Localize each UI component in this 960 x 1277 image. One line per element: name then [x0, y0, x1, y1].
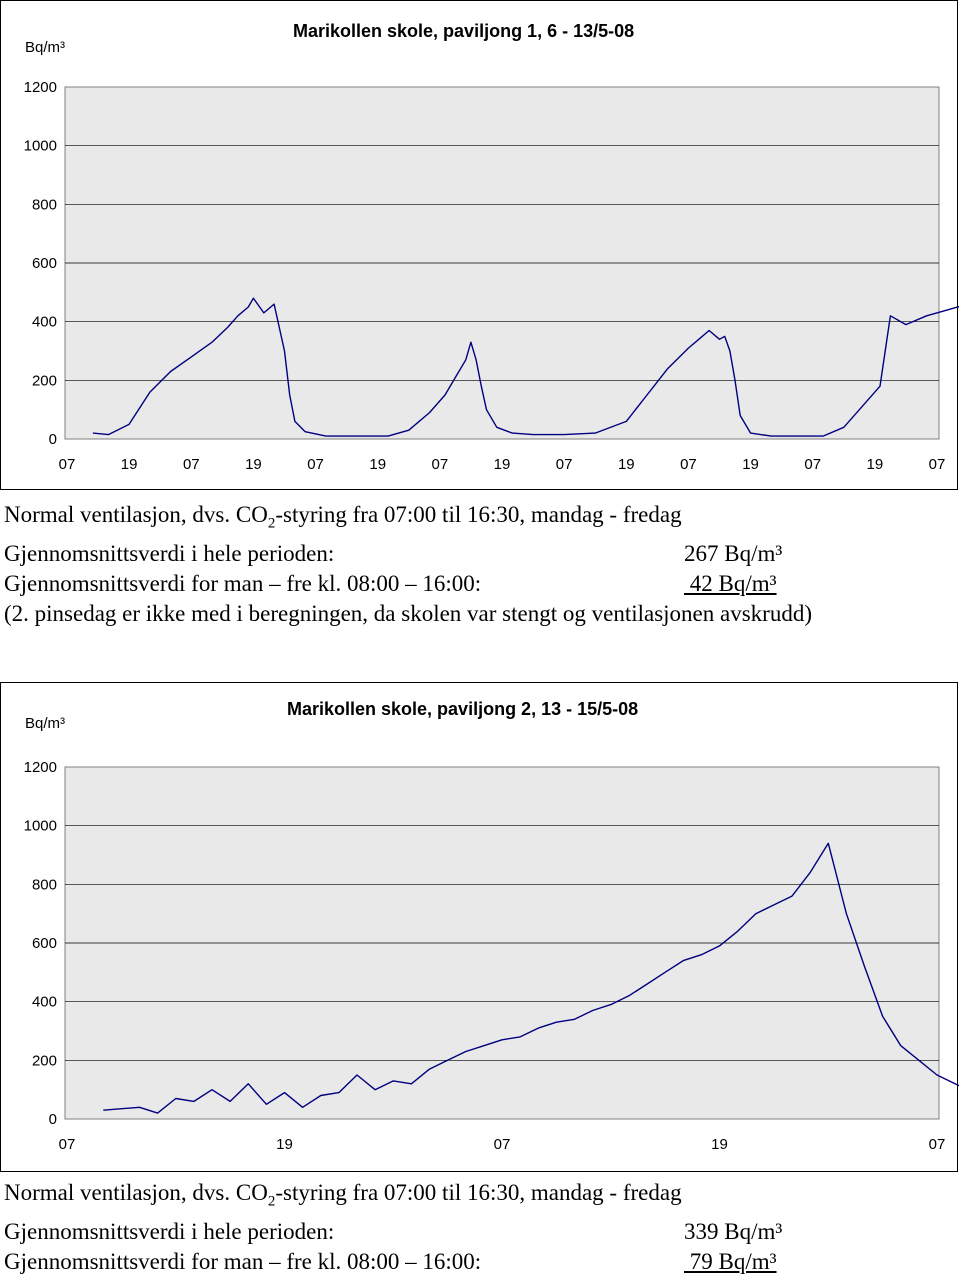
note-average-total: [4, 539, 954, 569]
note-average-workhours-label: Gjennomsnittsverdi for man – fre kl. 08:00 – 16:00:: [4, 1248, 482, 1274]
note-average-total: [4, 1217, 954, 1247]
y-tick-label: 1000: [23, 817, 57, 835]
x-tick-label: 19: [276, 1136, 293, 1153]
note-average-total-value: 267 Bq/m³: [684, 540, 783, 566]
notes-paviljong-1: [4, 500, 954, 629]
note-ventilation: [4, 500, 954, 539]
x-tick-label: 19: [742, 456, 759, 473]
y-tick-label: 1200: [23, 759, 57, 776]
note-ventilation: [4, 1178, 954, 1217]
x-tick-label: 07: [307, 456, 324, 473]
x-tick-label: 19: [245, 456, 262, 473]
x-tick-label: 19: [369, 456, 387, 473]
x-tick-label: 07: [58, 456, 76, 473]
note-ventilation-sub: 2: [267, 515, 276, 532]
chart-title: Marikollen skole, paviljong 2, 13 - 15/5-08: [287, 699, 639, 719]
x-tick-label: 07: [58, 1136, 76, 1153]
note-average-total-value: 339 Bq/m³: [684, 1218, 783, 1244]
y-tick-label: 200: [31, 372, 57, 390]
x-tick-label: 07: [680, 456, 697, 473]
chart-paviljong-2: [0, 682, 958, 1172]
note-ventilation-post: -styring fra 07:00 til 16:30, mandag - fredag: [275, 1180, 682, 1205]
x-tick-label: 19: [617, 456, 635, 473]
chart-paviljong-1: [0, 0, 958, 490]
x-tick-label: 19: [120, 456, 138, 473]
note-ventilation-pre: Normal ventilasjon, dvs. CO: [4, 1180, 268, 1205]
y-axis-unit: Bq/m³: [25, 715, 66, 732]
note-ventilation-pre: Normal ventilasjon, dvs. CO: [4, 502, 268, 527]
x-tick-label: 07: [555, 456, 573, 473]
y-tick-label: 400: [31, 313, 57, 331]
y-tick-label: 800: [31, 196, 57, 214]
x-tick-label: 07: [431, 456, 449, 473]
note-ventilation-sub: 2: [267, 1193, 276, 1210]
chart-plot-area: [1, 683, 959, 1173]
x-tick-label: 07: [493, 1136, 511, 1153]
x-tick-label: 19: [711, 1136, 728, 1153]
x-tick-label: 19: [866, 456, 884, 473]
note-average-workhours-value: 42 Bq/m³: [684, 570, 777, 596]
y-tick-label: 1000: [23, 137, 57, 155]
x-tick-label: 07: [182, 456, 200, 473]
note-average-total-label: Gjennomsnittsverdi i hele perioden:: [4, 540, 335, 566]
note-average-workhours-value: 79 Bq/m³: [684, 1248, 777, 1274]
note-pinsedag: (2. pinsedag er ikke med i beregningen, da skolen var stengt og ventilasjonen avskrudd): [4, 600, 812, 626]
x-tick-label: 07: [928, 1136, 946, 1153]
y-tick-label: 600: [31, 255, 57, 272]
note-average-workhours: [4, 569, 954, 599]
y-tick-label: 0: [48, 1111, 57, 1128]
y-tick-label: 800: [31, 876, 57, 894]
y-tick-label: 200: [31, 1052, 57, 1070]
note-ventilation-post: -styring fra 07:00 til 16:30, mandag - fredag: [275, 502, 682, 527]
notes-paviljong-2: [4, 1178, 954, 1277]
y-tick-label: 0: [48, 431, 57, 448]
y-axis-unit: Bq/m³: [25, 39, 66, 56]
y-tick-label: 400: [31, 993, 57, 1011]
y-tick-label: 1200: [23, 79, 57, 96]
x-tick-label: 07: [804, 456, 822, 473]
x-tick-label: 07: [928, 456, 946, 473]
note-average-workhours-label: Gjennomsnittsverdi for man – fre kl. 08:00 – 16:00:: [4, 570, 482, 596]
x-tick-label: 19: [493, 456, 511, 473]
chart-plot-area: [1, 1, 959, 491]
y-tick-label: 600: [31, 935, 57, 952]
chart-title: Marikollen skole, paviljong 1, 6 - 13/5-08: [293, 21, 635, 41]
note-average-total-label: Gjennomsnittsverdi i hele perioden:: [4, 1218, 335, 1244]
note-average-workhours: [4, 1247, 954, 1277]
